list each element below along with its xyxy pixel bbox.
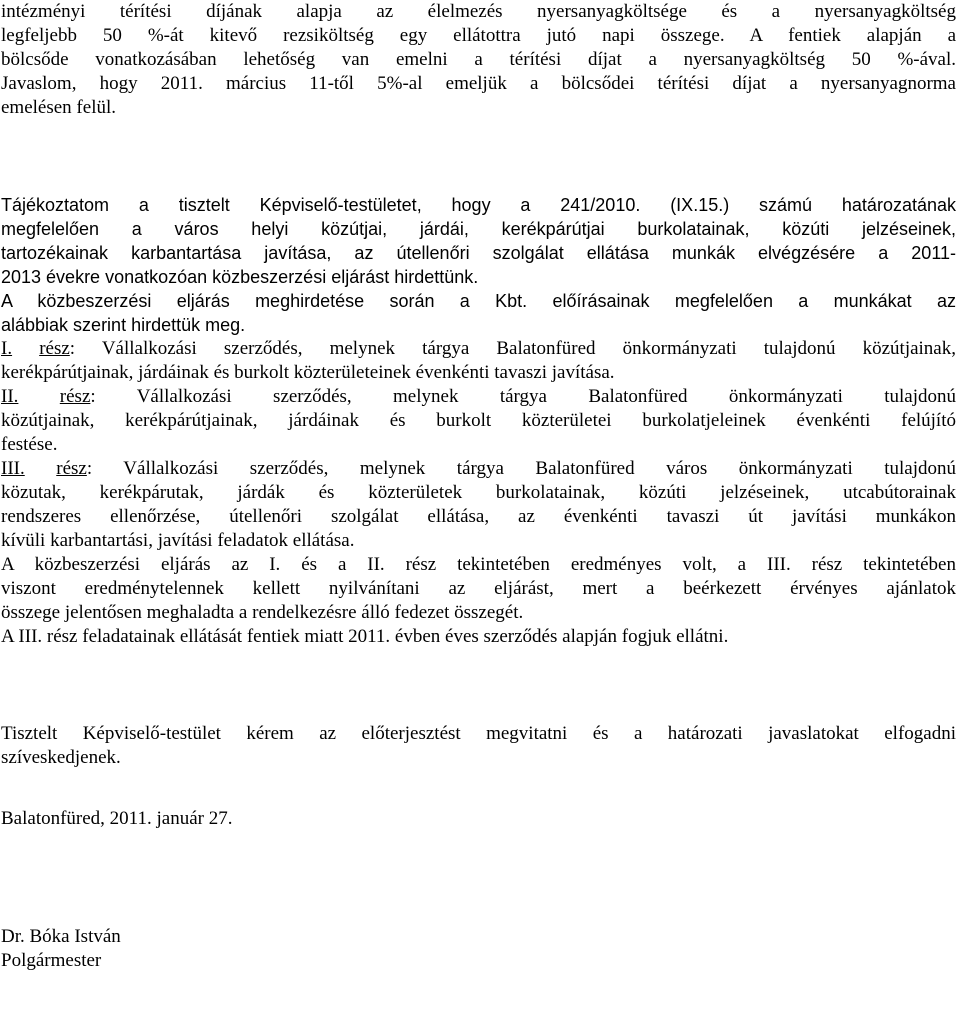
part-description: : Vállalkozási szerződés, melynek tárgya Balatonfüred önkormányzati tulajdonú közútjainak, — [69, 338, 956, 359]
text-line: A III. rész feladatainak ellátását fentiek miatt 2011. évben éves szerződés alapján fogjuk ellátni. — [1, 626, 729, 647]
text-line: A közbeszerzési eljárás az I. és a II. rész tekintetében eredményes volt, a III. rész tekintetében — [1, 554, 956, 575]
part-description: : Vállalkozási szerződés, melynek tárgya Balatonfüred önkormányzati tulajdonú — [90, 386, 957, 407]
part-label-number: III. — [1, 458, 25, 479]
part-label-number: II. — [1, 386, 19, 407]
part-label-word: rész — [59, 386, 91, 407]
text-line: szíveskedjenek. — [1, 747, 121, 768]
date-line: Balatonfüred, 2011. január 27. — [1, 808, 233, 829]
text-line: kívüli karbantartási, javítási feladatok ellátása. — [1, 530, 355, 551]
text-line: emelésen felül. — [1, 97, 117, 118]
text-line: tartozékainak karbantartása javítása, az útellenőri szolgálat ellátása munkák elvégzésére a 2011- — [1, 243, 956, 263]
text-line: viszont eredménytelennek kellett nyilvánítani az eljárást, mert a beérkezett érvényes ajánlatok — [1, 578, 956, 599]
text-line — [1, 385, 956, 409]
text-line: intézményi térítési díjának alapja az élelmezés nyersanyagköltsége és a nyersanyagköltség — [1, 1, 956, 22]
text-line: rendszeres ellenőrzése, útellenőri szolgálat ellátása, az évenkénti tavaszi út javítási munkákon — [1, 506, 956, 527]
part-label-word: rész — [56, 458, 87, 479]
part-label-number: I. — [1, 338, 13, 359]
signatory-title: Polgármester — [1, 950, 102, 971]
text-line — [1, 457, 956, 481]
text-line: legfeljebb 50 %-át kitevő rezsiköltség egy ellátottra jutó napi összege. A fentiek alapján a — [1, 25, 956, 46]
text-line: megfelelően a város helyi közútjai, járdái, kerékpárútjai burkolatainak, közúti jelzéseinek, — [1, 219, 956, 239]
text-line: Javaslom, hogy 2011. március 11-től 5%-al emeljük a bölcsődei térítési díjat a nyersanyagnorma — [1, 73, 956, 94]
text-line: bölcsőde vonatkozásában lehetőség van emelni a térítési díjat a nyersanyagköltség 50 %-ával. — [1, 49, 956, 70]
text-line: közútjainak, kerékpárútjainak, járdáinak és burkolt közterületei burkolatjeleinek évenkénti felújító — [1, 410, 956, 431]
text-line: 2013 évekre vonatkozóan közbeszerzési eljárást hirdettünk. — [1, 267, 479, 287]
text-line — [1, 337, 956, 361]
part-label-word: rész — [39, 338, 70, 359]
text-line: alábbiak szerint hirdettük meg. — [1, 315, 246, 335]
text-line: összege jelentősen meghaladta a rendelkezésre álló fedezet összegét. — [1, 602, 524, 623]
text-line: Tisztelt Képviselő-testület kérem az előterjesztést megvitatni és a határozati javaslatokat elfogadni — [1, 723, 956, 744]
text-line: A közbeszerzési eljárás meghirdetése során a Kbt. előírásainak megfelelően a munkákat az — [1, 291, 956, 311]
text-line: közutak, kerékpárutak, járdák és közterületek burkolatainak, közúti jelzéseinek, utcabútorainak — [1, 482, 956, 503]
text-line: Tájékoztatom a tisztelt Képviselő-testületet, hogy a 241/2010. (IX.15.) számú határozatának — [1, 195, 956, 215]
text-line: kerékpárútjainak, járdáinak és burkolt közterületeinek évenkénti tavaszi javítása. — [1, 362, 615, 383]
part-description: : Vállalkozási szerződés, melynek tárgya Balatonfüred város önkormányzati tulajdonú — [86, 458, 957, 479]
text-line: festése. — [1, 434, 58, 455]
signatory-name: Dr. Bóka István — [1, 926, 121, 947]
